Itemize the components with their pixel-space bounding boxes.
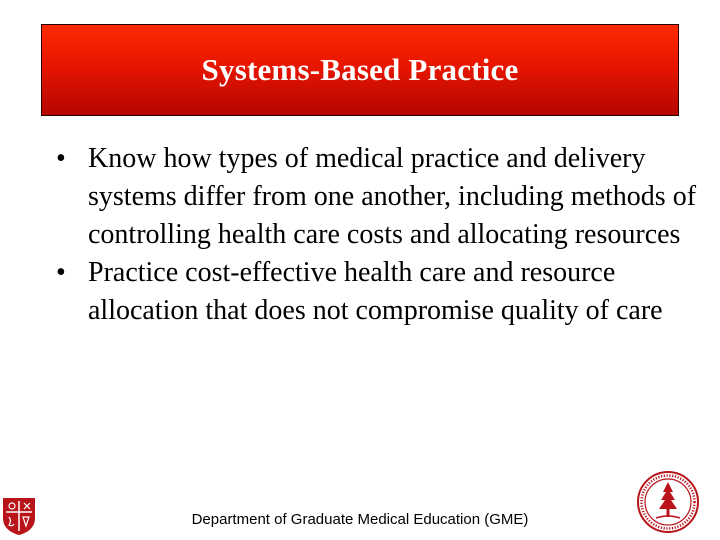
bullet-text: Practice cost-effective health care and resource allocation that does not compromise quality of care xyxy=(88,257,663,326)
bullet-marker: • xyxy=(56,257,66,288)
bullet-list xyxy=(56,140,696,330)
title-banner xyxy=(41,24,679,116)
bullet-marker: • xyxy=(56,143,66,174)
footer-department: Department of Graduate Medical Education (GME) xyxy=(191,511,529,528)
slide-title: Systems-Based Practice xyxy=(201,52,519,87)
bullet-text: Know how types of medical practice and delivery systems differ from one another, including methods of controlling health care costs and allocating resources xyxy=(88,143,697,250)
bullet-item xyxy=(56,140,696,254)
bullet-item xyxy=(56,254,696,330)
